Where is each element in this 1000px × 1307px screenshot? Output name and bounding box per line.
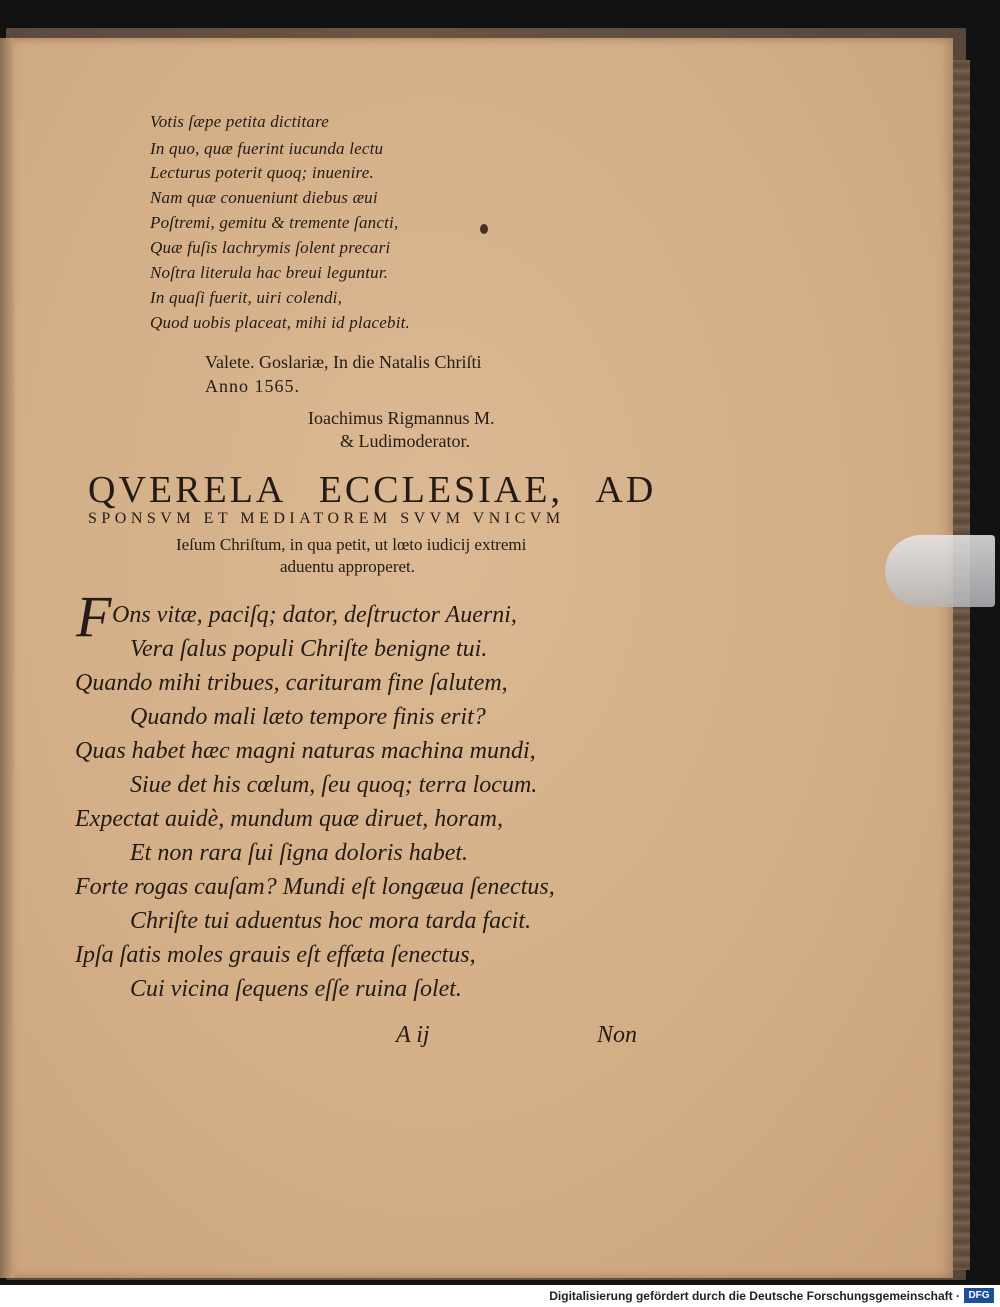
valete-date: Anno 1565. bbox=[205, 376, 300, 396]
poem-line: Quando mihi tribues, carituram fine ſalutem, bbox=[75, 670, 508, 696]
book-binding bbox=[0, 38, 14, 1278]
section-title: QVERELA ECCLESIAE, AD bbox=[88, 469, 657, 511]
poem-line: Expectat auidè, mundum quæ diruet, horam, bbox=[75, 806, 503, 832]
catchword: Non bbox=[597, 1022, 638, 1048]
intro-line: Votis ſæpe petita dictitare bbox=[150, 112, 330, 131]
poem-line: Quando mali læto tempore finis erit? bbox=[130, 704, 486, 730]
poem-line: Quas habet hæc magni naturas machina mundi, bbox=[75, 738, 536, 764]
drop-cap: F bbox=[76, 584, 112, 649]
poem-line: Forte rogas cauſam? Mundi eſt longæua ſenectus, bbox=[75, 874, 555, 900]
signature-mark: A ij bbox=[396, 1022, 430, 1048]
poem-line: Vera ſalus populi Chriſte benigne tui. bbox=[130, 636, 488, 662]
intro-line: Lecturus poterit quoq; inuenire. bbox=[150, 163, 374, 182]
section-subtitle-line: Ieſum Chriſtum, in qua petit, ut lœto iudicij extremi bbox=[176, 535, 527, 554]
intro-line: In quaſi fuerit, uiri colendi, bbox=[150, 288, 343, 307]
dfg-logo: DFG bbox=[964, 1288, 994, 1303]
intro-line: In quo, quæ fuerint iucunda lectu bbox=[150, 139, 384, 158]
page-clip bbox=[885, 535, 995, 607]
intro-line: Poſtremi, gemitu & tremente ſancti, bbox=[150, 213, 399, 232]
intro-line: Noſtra literula hac breui leguntur. bbox=[150, 263, 389, 282]
intro-line: Quæ fuſis lachrymis ſolent precari bbox=[150, 238, 391, 257]
section-subtitle-line: aduentu approperet. bbox=[280, 557, 415, 576]
signature-title: & Ludimoderator. bbox=[340, 431, 470, 451]
poem-line: Et non rara ſui ſigna doloris habet. bbox=[130, 840, 469, 866]
section-subtitle: SPONSVM ET MEDIATOREM SVVM VNICVM bbox=[88, 510, 565, 527]
poem-line: Siue det his cœlum, ſeu quoq; terra locum. bbox=[130, 772, 538, 798]
footer-bar bbox=[0, 1285, 1000, 1307]
ink-spot bbox=[480, 224, 488, 234]
poem-line: Chriſte tui aduentus hoc mora tarda facit. bbox=[130, 908, 532, 934]
poem-line: Ons vitæ, paciſq; dator, deſtructor Auerni, bbox=[112, 602, 517, 628]
funding-credit: Digitalisierung gefördert durch die Deutsche Forschungsgemeinschaft · bbox=[549, 1289, 960, 1303]
intro-line: Quod uobis placeat, mihi id placebit. bbox=[150, 313, 411, 332]
signature-name: Ioachimus Rigmannus M. bbox=[308, 408, 495, 428]
valete-line: Valete. Goslariæ, In die Natalis Chriſti bbox=[205, 352, 482, 372]
poem-line: Ipſa ſatis moles grauis eſt effæta ſenectus, bbox=[75, 942, 476, 968]
poem-line: Cui vicina ſequens eſſe ruina ſolet. bbox=[130, 976, 462, 1002]
intro-line: Nam quæ conueniunt diebus æui bbox=[150, 188, 378, 207]
